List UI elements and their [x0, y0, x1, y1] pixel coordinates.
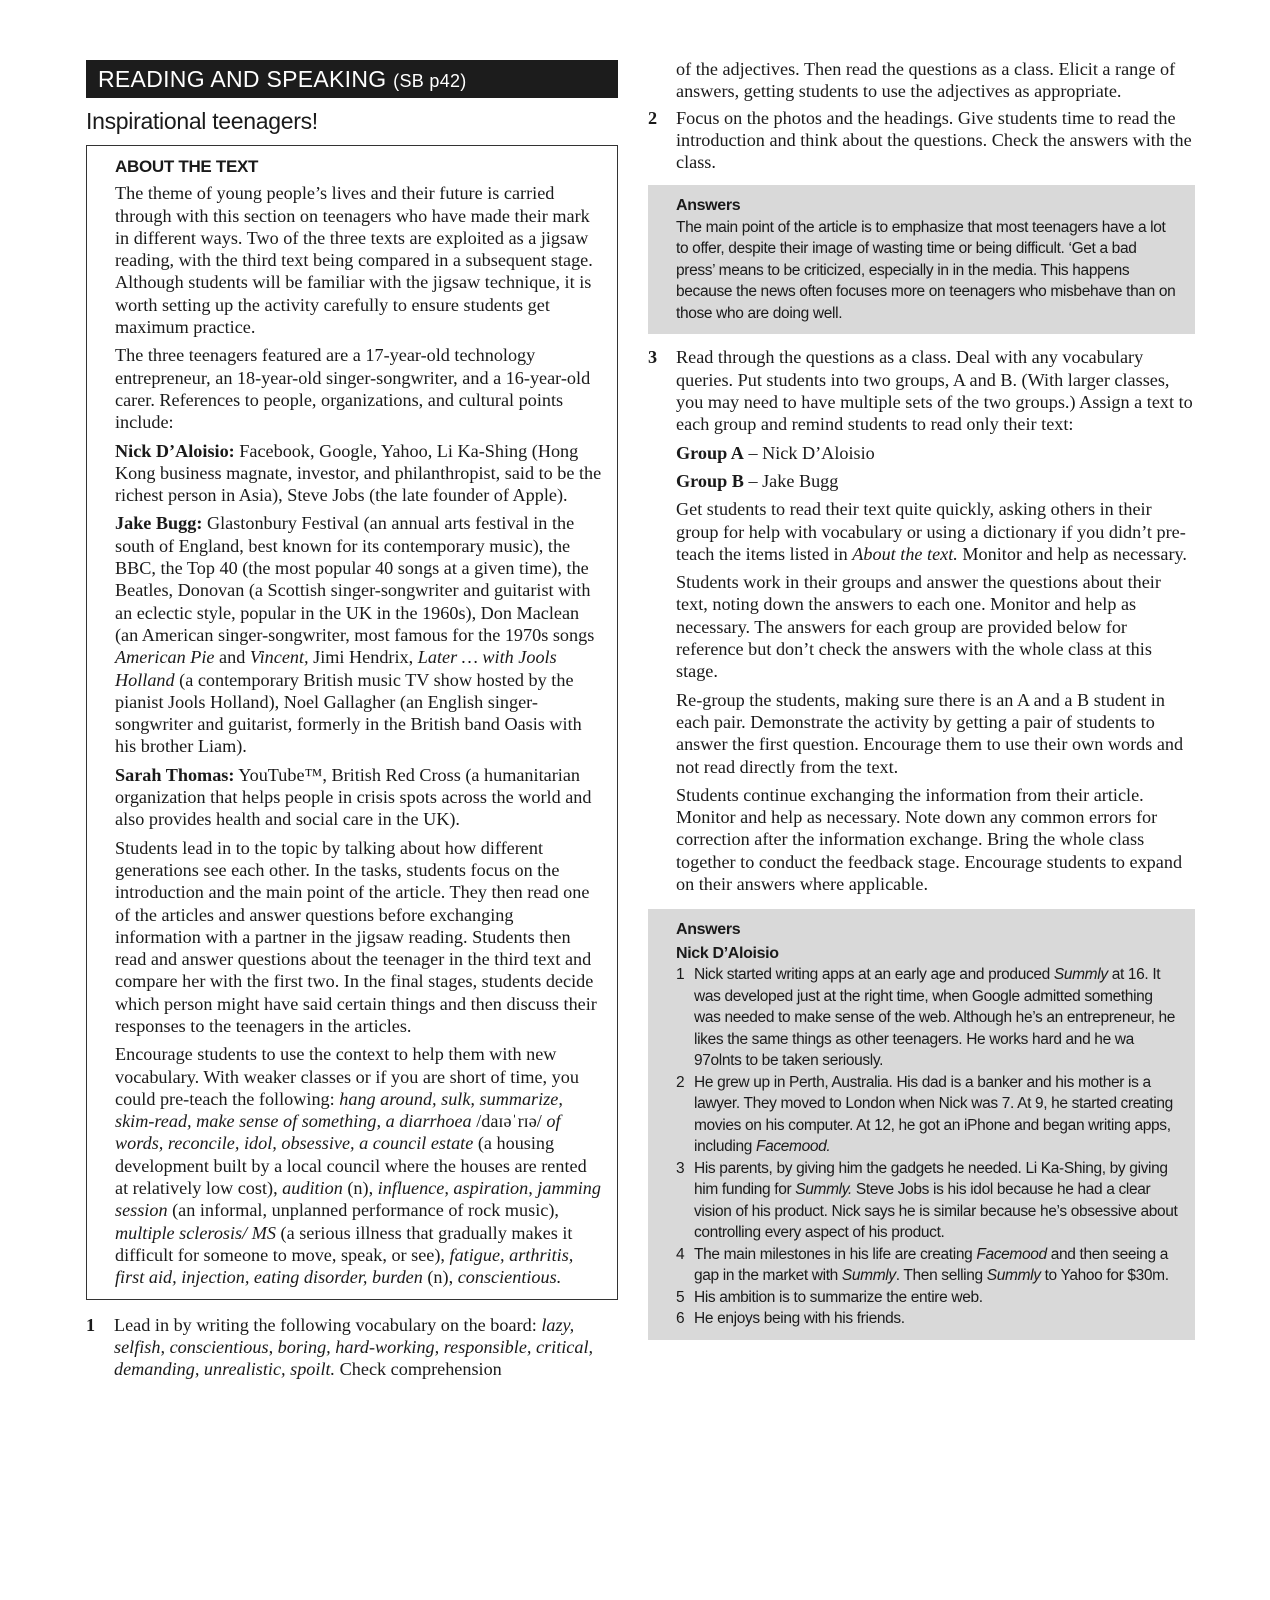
step-1-continued: of the adjectives. Then read the questions as a class. Elicit a range of answers, getting students to use the adjectives as appropriate.: [676, 59, 1176, 102]
step-1-text-a: Lead in by writing the following vocabulary on the board:: [114, 1314, 542, 1335]
answers-1-heading: Answers: [676, 197, 741, 215]
list-item: [676, 1072, 1179, 1158]
step-1-text-b: Check comprehension: [335, 1359, 502, 1380]
group-a-label: Group A: [676, 442, 744, 463]
list-item: [676, 1308, 1179, 1330]
jake-text-4: (a contemporary British music TV show hosted by the pianist Jools Holland), Noel Gallagher (an English singer-songwriter and guitarist, formerly in the British band Oasis with his brother Liam).: [115, 669, 582, 757]
p4-a: Encourage students to use the context to help them with new vocabulary. With weaker classes or if you are short of time, you could pre-teach the following:: [115, 1044, 579, 1109]
step-3-paragraph-5: Students continue exchanging the information from their article. Monitor and help as necessary. Note down any common errors for correction after the information exchange. Bring the whole class together to conduct the feedback stage. Encourage students to expand on their answers where applicable.: [676, 784, 1183, 895]
p4-it4: influence, aspiration, jamming session: [115, 1178, 601, 1221]
nick-text: Facebook, Google, Yahoo, Li Ka-Shing (Hong Kong business magnate, investor, and philanthropist, said to be the richest person in Asia), Steve Jobs (the late founder of Apple).: [115, 440, 602, 506]
p4-it7: conscientious.: [457, 1267, 562, 1288]
group-a-text: – Nick D’Aloisio: [743, 442, 875, 463]
item-number: 2: [676, 1073, 685, 1091]
about-the-text-box: [86, 145, 618, 1300]
p4-it1: hang around, sulk, summarize, skim-read, make sense of something, a diarrhoea: [115, 1088, 563, 1132]
step-3-paragraph-1: Read through the questions as a class. Deal with any vocabulary queries. Put students into two groups, A and B. (With larger classes, you may need to have multiple sets of the two groups.) Assign a text to each group and remind students to read only their text:: [676, 347, 1193, 435]
about-sarah: [115, 764, 603, 831]
jake-italic-2: Vincent,: [249, 647, 309, 668]
p4-it6: fatigue, arthritis, first aid, injection, eating disorder, burden: [115, 1244, 574, 1288]
about-paragraph-3: Students lead in to the topic by talking about how different generations see each other. In the tasks, students focus on the introduction and the main point of the article. They then read one of the articles and answer questions before exchanging information with a partner in the jigsaw reading. Students then read and answer questions about the teenager in the third text and compare her with the first two. In the final stages, students decide which person might have said certain things and then discuss their responses to the teenagers in the articles.: [115, 837, 597, 1036]
answers-2-list: [676, 964, 1179, 1330]
answers-1-text: The main point of the article is to emphasize that most teenagers have a lot to offer, despite their image of wasting time or being difficult. ‘Get a bad press’ means to be criticized, especially in in the media. This happens because the news often focuses more on teenagers who misbehave than on those who are doing well.: [676, 218, 1176, 322]
item-text: His parents, by giving him the gadgets he needed. Li Ka-Shing, by giving him funding for: [694, 1159, 1168, 1199]
item-number: 3: [676, 1159, 685, 1177]
answers-2-heading: Answers: [676, 921, 741, 939]
about-jake: [115, 512, 603, 757]
group-b-label: Group B: [676, 470, 744, 491]
about-nick: [115, 440, 603, 507]
item-text: to Yahoo for $30m.: [1040, 1267, 1169, 1285]
item-text: Nick started writing apps at an early age and produced: [694, 966, 1054, 984]
section-ref: (SB p42): [393, 71, 467, 91]
step-1-text: [114, 1314, 618, 1381]
item-text: He grew up in Perth, Australia. His dad is a banker and his mother is a lawyer. They moved to London when Nick was 7. At 9, he started creating movies on his computer. At 12, he got an iPhone and began writing apps, including: [694, 1073, 1173, 1156]
step-3-paragraph-3: Students work in their groups and answer the questions about their text, noting down the answers to each one. Monitor and help as necessary. The answers for each group are provided below for reference but don’t check the answers with the whole class at this stage.: [676, 572, 1161, 682]
p4-phonetic: /daɪəˈrɪə/: [471, 1111, 547, 1132]
step-3: [648, 346, 1195, 895]
p4-b: (a housing development built by a local council where the houses are rented at relatively low cost),: [115, 1133, 587, 1199]
p2-b: Monitor and help as necessary.: [957, 543, 1187, 564]
p4-e: (a serious illness that gradually makes it difficult for someone to move, speak, or see),: [115, 1222, 573, 1265]
group-b: [676, 470, 1195, 492]
item-text: at 16. It was developed just at the right time, when Google admitted something was needed to make sense of the web. Although he’s an entrepreneur, he likes the same things as other teenagers. He works hard and he wa 97olnts to be taken seriously.: [694, 966, 1176, 1070]
group-a: [676, 442, 1195, 464]
step-3-paragraph-4: Re-group the students, making sure there is an A and a B student in each pair. Demonstrate the activity by getting a pair of students to answer the first question. Encourage them to use their own words and not read directly from the text.: [676, 689, 1184, 777]
item-number: 1: [676, 966, 685, 984]
section-header: [86, 60, 618, 98]
item-italic: Facemood.: [756, 1138, 831, 1156]
section-title: READING AND SPEAKING: [98, 66, 387, 92]
step-1-vocab: lazy, selfish, conscientious, boring, hard-working, responsible, critical, demanding, unrealistic, spoilt.: [114, 1314, 594, 1380]
jake-text-3: Jimi Hendrix,: [308, 647, 418, 668]
p2-italic: About the text.: [852, 543, 958, 564]
step-1-number: 1: [86, 1314, 96, 1335]
step-2-text: Focus on the photos and the headings. Give students time to read the introduction and think about the questions. Check the answers with the class.: [676, 107, 1192, 173]
jake-text-2: and: [214, 647, 250, 668]
p4-it3: audition: [282, 1178, 343, 1199]
list-item: [676, 964, 1179, 1072]
item-text: and then seeing a gap in the market with: [694, 1245, 1169, 1285]
list-item: [676, 1158, 1179, 1244]
item-italic: Facemood: [976, 1245, 1047, 1263]
step-3-number: 3: [648, 347, 658, 368]
about-heading: ABOUT THE TEXT: [115, 157, 259, 176]
answers-2-subheading: Nick D’Aloisio: [676, 944, 779, 962]
item-italic: Summly: [986, 1267, 1041, 1285]
right-column: [648, 58, 1195, 1340]
step-1: [86, 1314, 618, 1381]
jake-text-1: Glastonbury Festival (an annual arts festival in the south of England, best known for its contemporary music), the BBC, the Top 40 (the most popular 40 songs at a given time), the Beatles, Donovan (a Scottish singer-songwriter and guitarist with an eclectic style, popular in the UK in the 1960s), Don Maclean (an American singer-songwriter, most famous for the 1970s songs: [115, 513, 595, 645]
step-2: [648, 107, 1195, 174]
p4-c: (n),: [342, 1178, 378, 1199]
about-paragraph-2: The three teenagers featured are a 17-year-old technology entrepreneur, an 18-year-old singer-songwriter, and a 16-year-old carer. References to people, organizations, and cultural points include:: [115, 345, 591, 433]
step-3-paragraph-2: [676, 498, 1195, 565]
answers-box-2: [648, 909, 1195, 1340]
sarah-name: Sarah Thomas:: [115, 764, 235, 785]
item-text: His ambition is to summarize the entire web.: [694, 1288, 983, 1306]
p2-a: Get students to read their text quite quickly, asking others in their group for help with vocabulary or using a dictionary if you didn’t pre-teach the items listed in: [676, 499, 1186, 564]
item-italic: Summly: [841, 1267, 896, 1285]
list-item: [676, 1244, 1179, 1287]
item-text: The main milestones in his life are creating: [694, 1245, 977, 1263]
jake-italic-1: American Pie: [115, 647, 215, 668]
left-column: [86, 60, 618, 1386]
about-paragraph-1: The theme of young people’s lives and their future is carried through with this section on teenagers who have made their mark in different ways. Two of the three texts are exploited as a jigsaw reading, with the third text being compared in a subsequent stage. Although students will be familiar with the jigsaw technique, it is worth setting up the activity carefully to ensure students get maximum practice.: [115, 183, 593, 338]
step-2-number: 2: [648, 107, 658, 128]
list-item: [676, 1287, 1179, 1309]
jake-name: Jake Bugg:: [115, 513, 203, 534]
answers-box-1: [648, 185, 1195, 334]
item-text: . Then selling: [895, 1267, 987, 1285]
group-b-text: – Jake Bugg: [743, 470, 839, 491]
item-text: He enjoys being with his friends.: [694, 1310, 905, 1328]
item-italic: Summly.: [795, 1181, 852, 1199]
sarah-text: YouTube™, British Red Cross (a humanitarian organization that helps people in crisis spots across the world and also provides health and social care in the UK).: [115, 764, 592, 830]
item-number: 4: [676, 1245, 685, 1263]
nick-name: Nick D’Aloisio:: [115, 440, 235, 461]
p4-f: (n),: [422, 1267, 458, 1288]
item-text: Steve Jobs is his idol because he had a clear vision of his product. Nick says he is similar because he’s obsessive about controlling every aspect of his product.: [694, 1181, 1178, 1242]
p4-it2: of words, reconcile, idol, obsessive, a council estate: [115, 1111, 561, 1154]
item-italic: Summly: [1053, 966, 1108, 984]
about-paragraph-4: [115, 1043, 603, 1288]
page-subtitle: Inspirational teenagers!: [86, 108, 318, 134]
item-number: 5: [676, 1288, 685, 1306]
item-number: 6: [676, 1310, 685, 1328]
jake-italic-3: Later … with Jools Holland: [115, 647, 557, 690]
p4-it5: multiple sclerosis/ MS: [115, 1222, 276, 1243]
p4-d: (an informal, unplanned performance of rock music),: [167, 1200, 559, 1221]
